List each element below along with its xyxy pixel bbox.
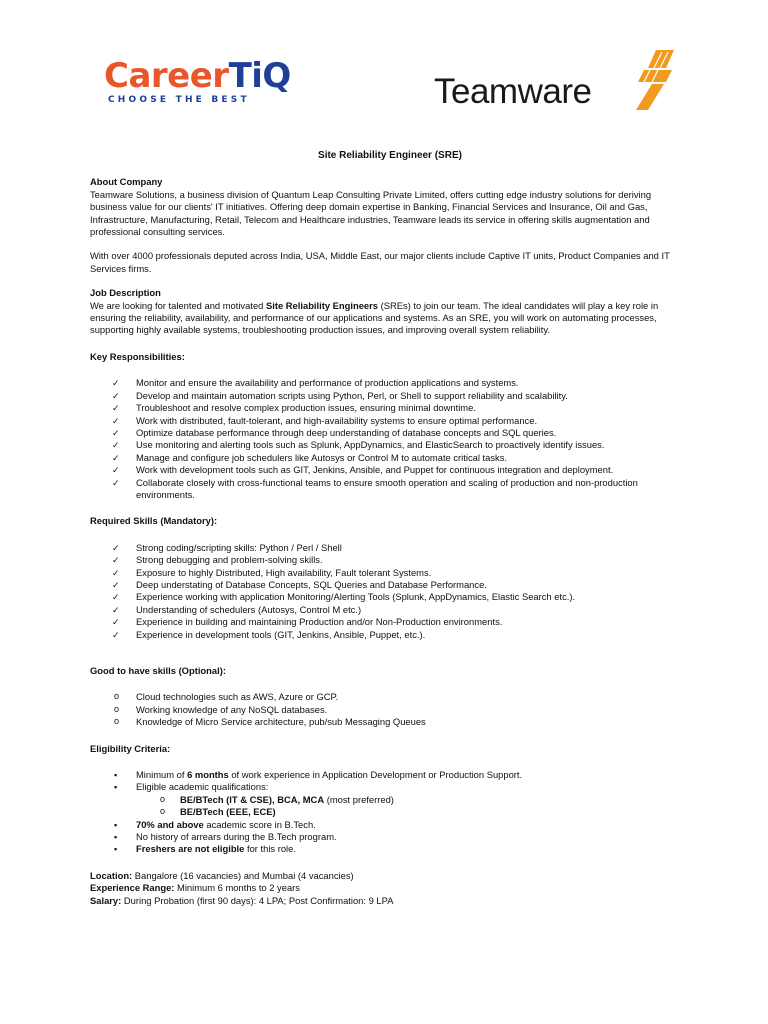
list-item: ✓ Troubleshoot and resolve complex production issues, ensuring minimal downtime. <box>90 402 690 414</box>
teamware-mark-icon <box>622 48 682 112</box>
page-title: Site Reliability Engineer (SRE) <box>318 150 462 161</box>
list-item: o Cloud technologies such as AWS, Azure or GCP. <box>90 691 690 703</box>
list-item: ✓ Strong debugging and problem-solving skills. <box>90 554 690 566</box>
document-content <box>90 150 690 907</box>
list-item: ✓ Understanding of schedulers (Autosys, Control M etc.) <box>90 604 690 616</box>
list-item: ✓ Monitor and ensure the availability and performance of production applications and systems. <box>90 377 690 389</box>
list-item: ✓ Work with development tools such as GIT, Jenkins, Ansible, and Puppet for continuous integration and deployment. <box>90 464 690 476</box>
list-item: ✓ Experience working with application Monitoring/Alerting Tools (Splunk, AppDynamics, Elastic Search etc.). <box>90 591 690 603</box>
optional-skills-heading: Good to have skills (Optional): <box>90 665 226 676</box>
list-item: o Working knowledge of any NoSQL databases. <box>90 704 690 716</box>
list-item: ✓ Manage and configure job schedulers like Autosys or Control M to automate critical tasks. <box>90 452 690 464</box>
required-skills-list <box>90 542 690 641</box>
list-item: ✓ Develop and maintain automation scripts using Python, Perl, or Shell to support reliability and scalability. <box>90 390 690 402</box>
careertiq-wordmark: CareerTiQ <box>104 56 291 96</box>
list-item: ✓ Collaborate closely with cross-functional teams to ensure smooth operation and scaling of production and non-production environments. <box>90 477 690 502</box>
list-item: ✓ Exposure to highly Distributed, High availability, Fault tolerant Systems. <box>90 567 690 579</box>
list-item: ✓ Experience in building and maintaining Production and/or Non-Production environments. <box>90 616 690 628</box>
responsibilities-heading: Key Responsibilities: <box>90 350 185 362</box>
teamware-logo <box>434 48 684 118</box>
list-item: ▪ Freshers are not eligible for this role. <box>90 843 690 855</box>
about-paragraph-2: With over 4000 professionals deputed across India, USA, Middle East, our major clients include Captive IT units, Product Companies and IT Services firms. <box>90 250 670 274</box>
eligibility-heading: Eligibility Criteria: <box>90 742 171 754</box>
list-item: ✓ Deep understating of Database Concepts, SQL Queries and Database Performance. <box>90 579 690 591</box>
list-item: o BE/BTech (EEE, ECE) <box>90 806 690 818</box>
careertiq-logo <box>104 56 294 112</box>
job-description-paragraph: We are looking for talented and motivated Site Reliability Engineers (SREs) to join our team. The ideal candidates will play a key role in ensuring the reliability, availability, and performance of our applications and systems. As an SRE, you will work on automating processes, supporting highly available systems, troubleshooting production issues, and improving overall system reliability. <box>90 299 659 336</box>
salary-line: Salary: During Probation (first 90 days): 4 LPA; Post Confirmation: 9 LPA <box>90 894 394 906</box>
list-item: ✓ Optimize database performance through deep understanding of database concepts and SQL queries. <box>90 427 690 439</box>
qualifications-list <box>90 794 690 819</box>
list-item: ✓ Use monitoring and alerting tools such as Splunk, AppDynamics, and ElasticSearch to proactively identify issues. <box>90 439 690 451</box>
list-item: ▪ 70% and above academic score in B.Tech. <box>90 819 690 831</box>
experience-line: Experience Range: Minimum 6 months to 2 years <box>90 882 300 894</box>
required-skills-heading: Required Skills (Mandatory): <box>90 515 218 527</box>
teamware-wordmark: Teamware <box>434 72 592 111</box>
about-paragraph-1: Teamware Solutions, a business division of Quantum Leap Consulting Private Limited, offers cutting edge industry solutions for deriving business value for our clients' IT initiatives. Offering deep domain expertise in Banking, Financial Services and Insurance, Oil and Gas, Infrastructure, Manufacturing, Retail, Telecom and Healthcare industries, Teamware leads its service in offering skills augmentation and professional consulting services. <box>90 188 652 238</box>
eligibility-list <box>90 769 690 794</box>
optional-skills-list <box>90 691 690 728</box>
list-item: ✓ Work with distributed, fault-tolerant, and high-availability systems to ensure optimal performance. <box>90 415 690 427</box>
eligibility-list-continued <box>90 819 690 856</box>
location-line: Location: Bangalore (16 vacancies) and Mumbai (4 vacancies) <box>90 869 354 881</box>
list-item: o Knowledge of Micro Service architecture, pub/sub Messaging Queues <box>90 716 690 728</box>
list-item: ✓ Strong coding/scripting skills: Python / Perl / Shell <box>90 542 690 554</box>
list-item: ▪ Minimum of 6 months of work experience in Application Development or Production Support. <box>90 769 690 781</box>
list-item: ✓ Experience in development tools (GIT, Jenkins, Ansible, Puppet, etc.). <box>90 629 690 641</box>
list-item: o BE/BTech (IT & CSE), BCA, MCA (most preferred) <box>90 794 690 806</box>
careertiq-tagline: CHOOSE THE BEST <box>108 95 250 105</box>
job-description-heading: Job Description <box>90 287 161 299</box>
about-heading: About Company <box>90 176 163 188</box>
responsibilities-list <box>90 377 690 501</box>
list-item: ▪ No history of arrears during the B.Tech program. <box>90 831 690 843</box>
list-item: ▪ Eligible academic qualifications: <box>90 781 690 793</box>
